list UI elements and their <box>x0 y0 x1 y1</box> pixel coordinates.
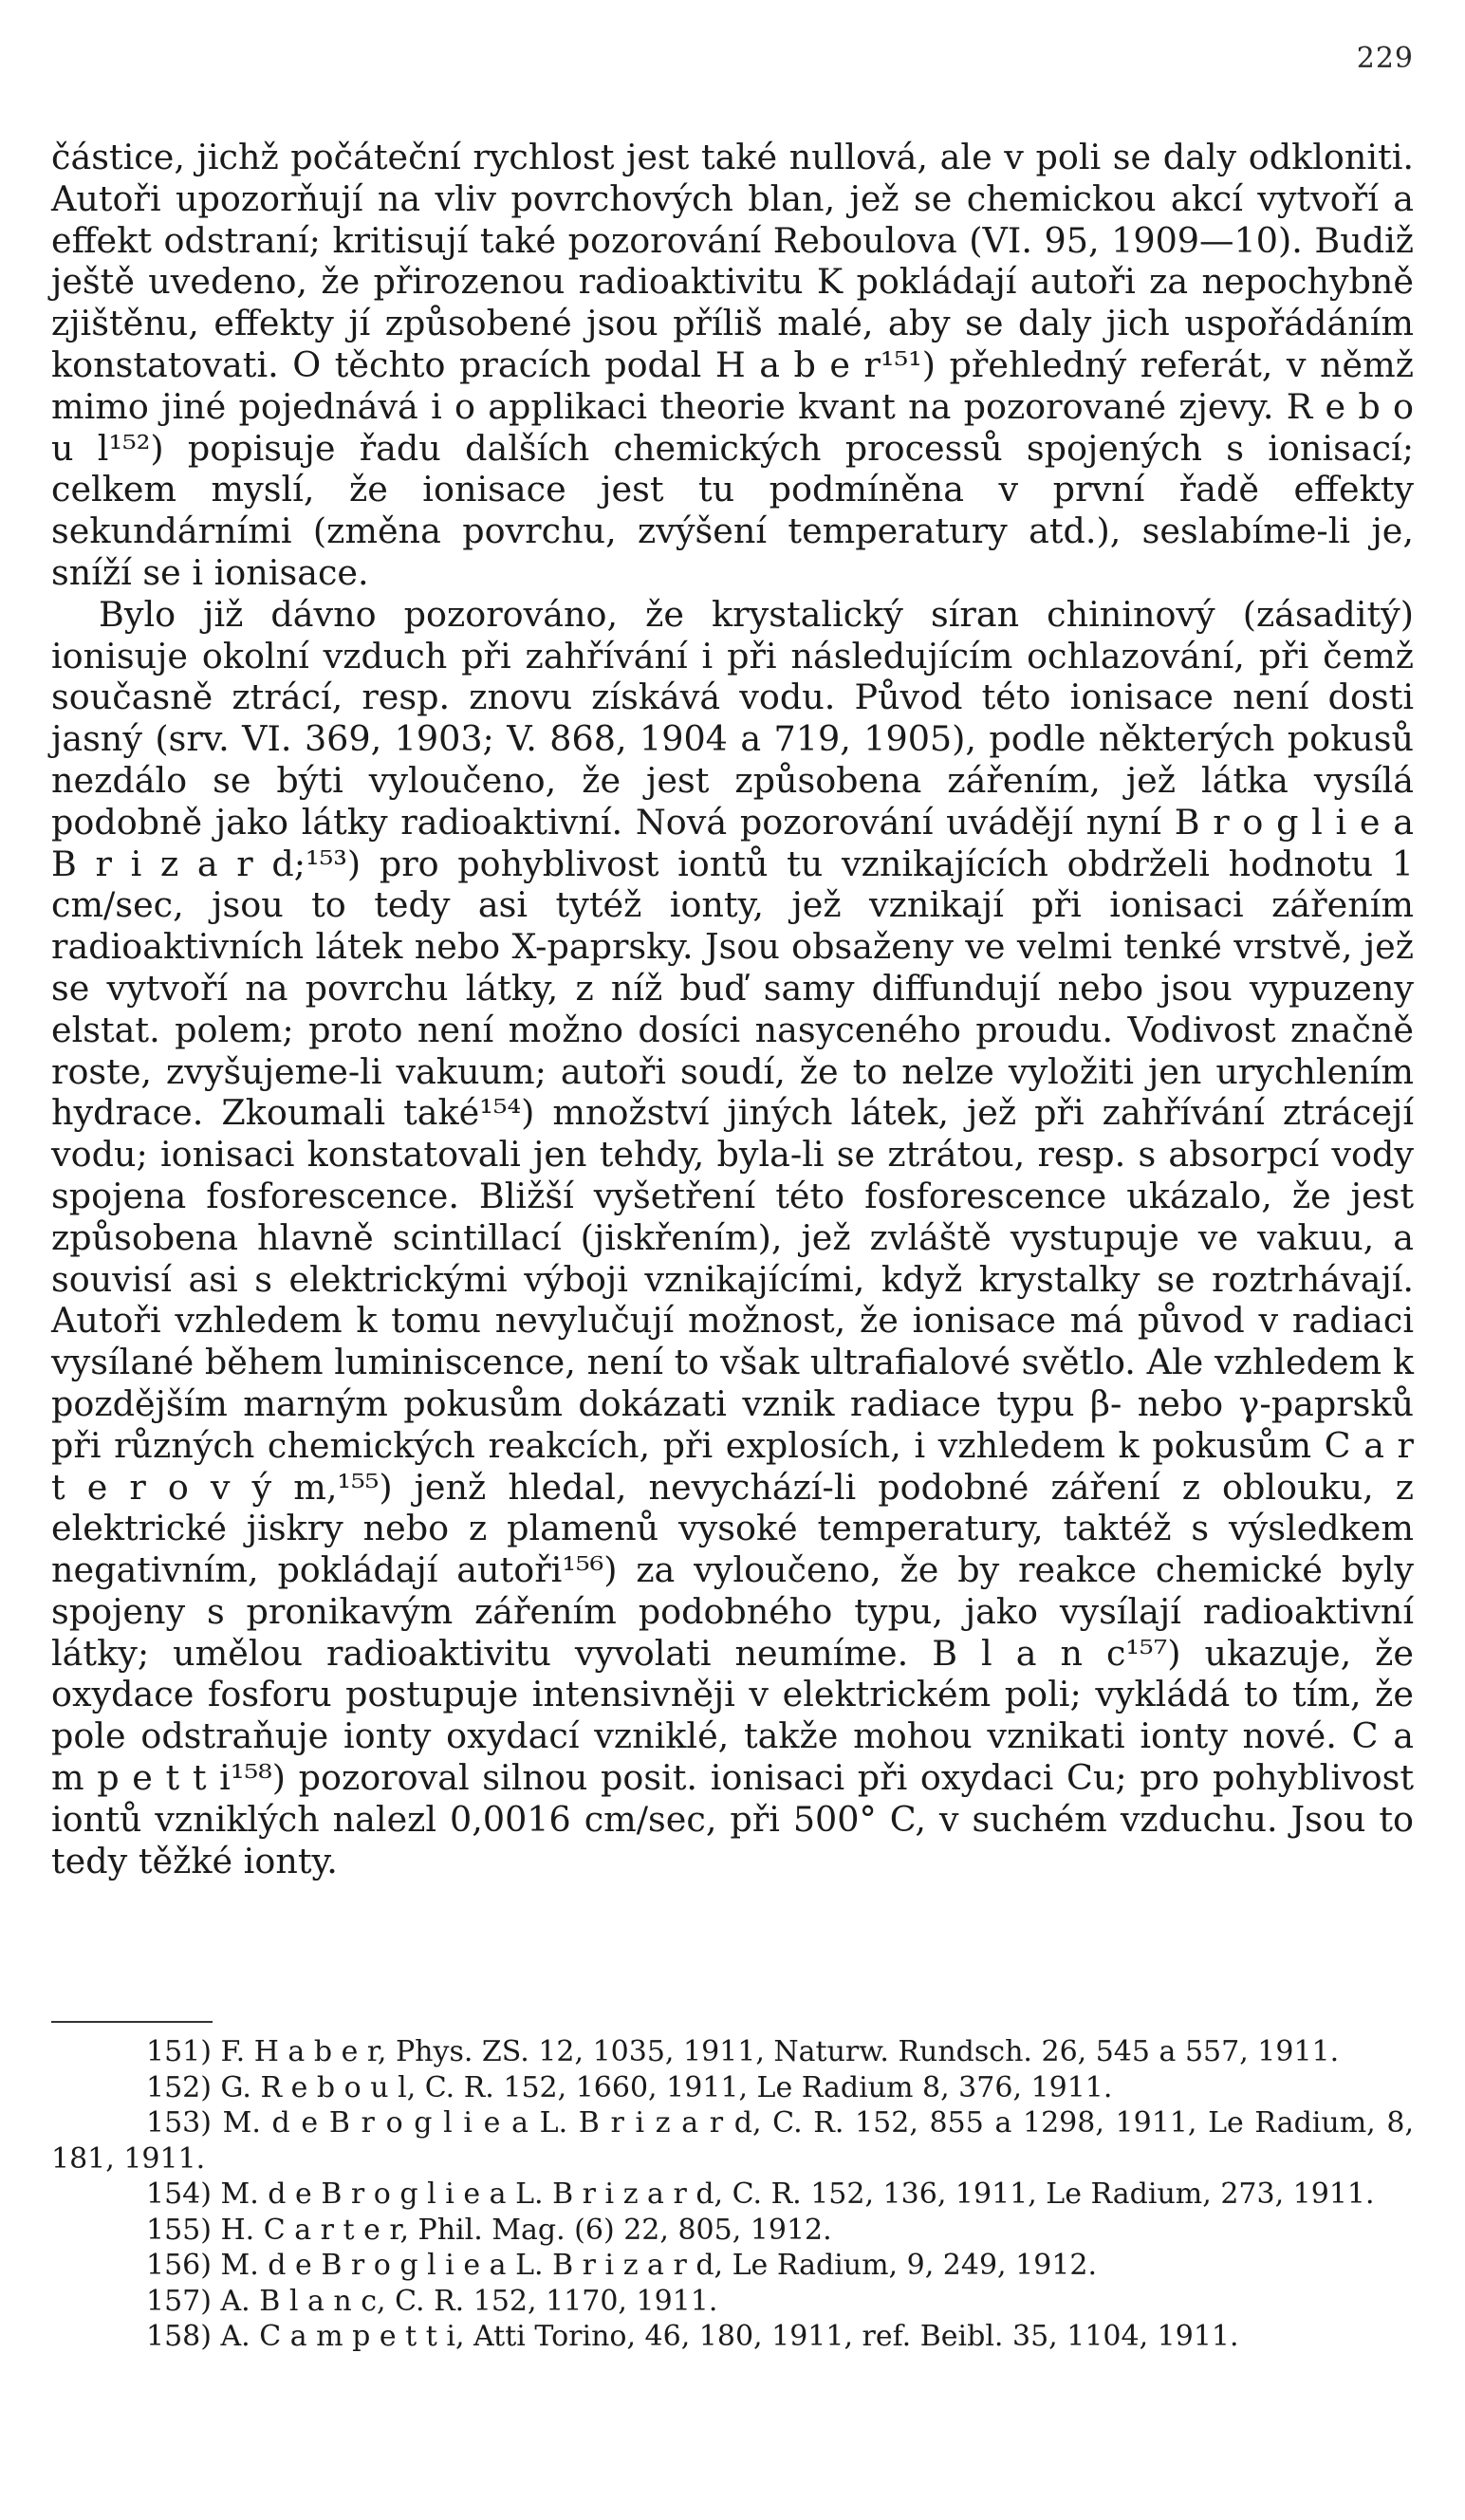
footnote-158 <box>51 2319 1414 2355</box>
footnote-text: M. d e B r o g l i e a L. B r i z a r d, Le Radium, 9, 249, 1912. <box>220 2249 1097 2282</box>
footnote-156 <box>51 2248 1414 2284</box>
footnote-mark: 156) <box>146 2249 212 2282</box>
footnote-text: G. R e b o u l, C. R. 152, 1660, 1911, Le Radium 8, 376, 1911. <box>220 2070 1113 2104</box>
footnote-157 <box>51 2284 1414 2320</box>
footnote-text: F. H a b e r, Phys. ZS. 12, 1035, 1911, Naturw. Rundsch. 26, 545 a 557, 1911. <box>220 2035 1340 2068</box>
paragraph-2: Bylo již dávno pozorováno, že krystalický síran chininový (zásaditý) ionisuje okolní vzduch při zahřívání i při následujícím ochlazování, při čemž současně ztrácí, resp. znovu získává vodu. Původ této ionisace není dosti jasný (srv. VI. 369, 1903; V. 868, 1904 a 719, 1905), podle některých pokusů nezdálo se býti vyloučeno, že jest způsobena zářením, jež látka vysílá podobně jako látky radioaktivní. Nová pozorování uvádějí nyní B r o g l i e a B r i z a r d;¹⁵³) pro pohyblivost iontů tu vznikajících obdrželi hodnotu 1 cm/sec, jsou to tedy asi tytéž ionty, jež vznikají při ionisaci zářením radioaktivních látek nebo X-paprsky. Jsou obsaženy ve velmi tenké vrstvě, jež se vytvoří na povrchu látky, z níž buď samy diffundují nebo jsou vypuzeny elstat. polem; proto není možno dosíci nasyceného proudu. Vodivost značně roste, zvyšujeme-li vakuum; autoři soudí, že to nelze vyložiti jen urychlením hydrace. Zkoumali také¹⁵⁴) množství jiných látek, jež při zahřívání ztrácejí vodu; ionisaci konstatovali jen tehdy, byla-li se ztrátou, resp. s absorpcí vody spojena fosforescence. Bližší vyšetření této fosforescence ukázalo, že jest způsobena hlavně scintillací (jiskřením), jež zvláště vystupuje ve vakuu, a souvisí asi s elektrickými výboji vznikajícími, když krystalky se roztrhávají. Autoři vzhledem k tomu nevylučují možnost, že ionisace má původ v radiaci vysílané během luminiscence, není to však ultrafialové světlo. Ale vzhledem k pozdějším marným pokusům dokázati vznik radiace typu β- nebo γ-paprsků při různých chemických reakcích, při explosích, i vzhledem k pokusům C a r t e r o v ý m,¹⁵⁵) jenž hledal, nevychází-li podobné záření z oblouku, z elektrické jiskry nebo z plamenů vysoké temperatury, taktéž s výsledkem negativním, pokládají autoři¹⁵⁶) za vyloučeno, že by reakce chemické byly spojeny s pronikavým zářením podobného typu, jako vysílají radioaktivní látky; umělou radioaktivitu vyvolati neumíme. B l a n c¹⁵⁷) ukazuje, že oxydace fosforu postupuje intensivněji v elektrickém poli; vykládá to tím, že pole odstraňuje ionty oxydací vzniklé, takže mohou vznikati ionty nové. C a m p e t t i¹⁵⁸) pozoroval silnou posit. ionisaci při oxydaci Cu; pro pohyblivost iontů vzniklých nalezl 0,0016 cm/sec, při 500° C, v suchém vzduchu. Jsou to tedy těžké ionty. <box>51 593 1414 1881</box>
footnote-text: H. C a r t e r, Phil. Mag. (6) 22, 805, 1912. <box>220 2213 832 2247</box>
footnote-text: A. B l a n c, C. R. 152, 1170, 1911. <box>220 2284 718 2318</box>
footnote-text: A. C a m p e t t i, Atti Torino, 46, 180, 1911, ref. Beibl. 35, 1104, 1911. <box>220 2320 1239 2353</box>
footnote-155 <box>51 2213 1414 2249</box>
footnote-154 <box>51 2177 1414 2213</box>
footnote-mark: 157) <box>146 2284 212 2318</box>
footnote-152 <box>51 2070 1414 2106</box>
footnote-text: M. d e B r o g l i e a L. B r i z a r d, C. R. 152, 136, 1911, Le Radium, 273, 1911. <box>220 2177 1375 2211</box>
footnotes <box>51 2034 1414 2355</box>
footnote-153 <box>51 2105 1414 2177</box>
footnote-mark: 151) <box>146 2035 212 2068</box>
body-text <box>51 137 1414 1881</box>
footnote-separator <box>51 2021 213 2023</box>
page-number: 229 <box>1356 42 1414 75</box>
footnote-mark: 154) <box>146 2177 212 2211</box>
footnote-mark: 152) <box>146 2070 212 2104</box>
footnote-mark: 155) <box>146 2213 212 2247</box>
paragraph-1: částice, jichž počáteční rychlost jest také nullová, ale v poli se daly odkloniti. Autoři upozorňují na vliv povrchových blan, jež se chemickou akcí vytvoří a effekt odstraní; kritisují také pozorování Reboulova (VI. 95, 1909—10). Budiž ještě uvedeno, že přirozenou radioaktivitu K pokládají autoři za nepochybně zjištěnu, effekty jí způsobené jsou příliš malé, aby se daly jich uspořádáním konstatovati. O těchto pracích podal H a b e r¹⁵¹) přehledný referát, v němž mimo jiné pojednává i o applikaci theorie kvant na pozorované zjevy. R e b o u l¹⁵²) popisuje řadu dalších chemických processů spojených s ionisací; celkem myslí, že ionisace jest tu podmíněna v první řadě effekty sekundárními (změna povrchu, zvýšení temperatury atd.), seslabíme-li je, sníží se i ionisace. <box>51 137 1414 593</box>
footnote-text: M. d e B r o g l i e a L. B r i z a r d, C. R. 152, 855 a 1298, 1911, Le Radium, 8, 181, 1911. <box>51 2106 1414 2176</box>
footnote-mark: 153) <box>146 2106 212 2140</box>
footnote-mark: 158) <box>146 2320 212 2353</box>
footnote-151 <box>51 2034 1414 2070</box>
